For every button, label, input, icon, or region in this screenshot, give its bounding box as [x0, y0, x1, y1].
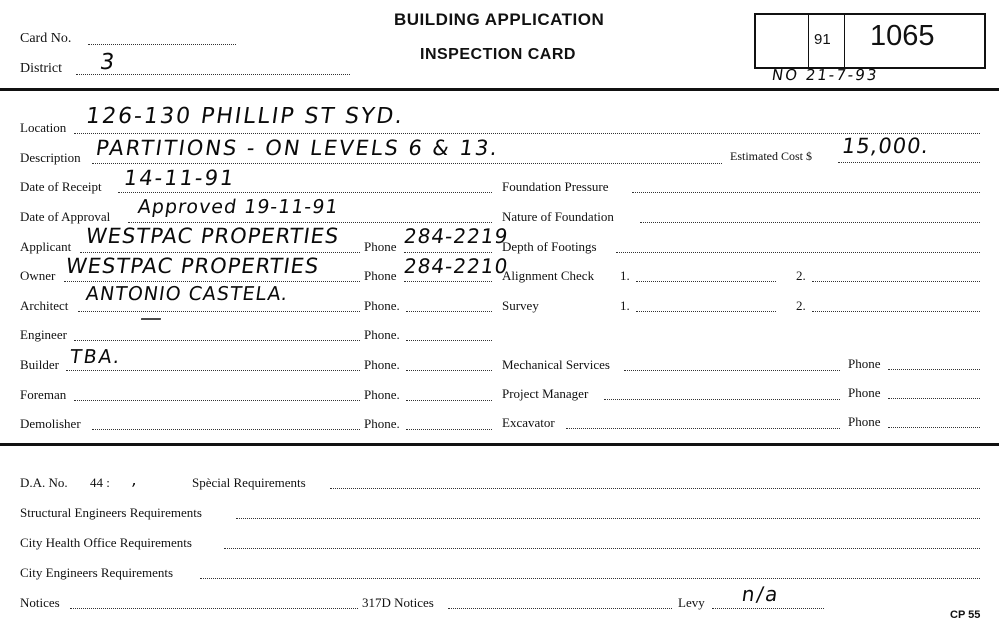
special-field[interactable]	[330, 488, 980, 489]
depth-footings-field[interactable]	[616, 252, 980, 253]
alignment-num-2: 2.	[796, 268, 806, 283]
box-number: 1065	[870, 20, 935, 52]
description-value: PARTITIONS - ON LEVELS 6 & 13.	[94, 136, 501, 160]
nature-foundation-label: Nature of Foundation	[502, 209, 614, 224]
survey-field-1[interactable]	[636, 311, 776, 312]
architect-phone-label: Phone.	[364, 298, 400, 313]
district-value: 3	[98, 50, 118, 75]
survey-num-2: 2.	[796, 298, 806, 313]
excavator-phone-label: Phone	[848, 414, 881, 429]
header-note: NO 21-7-93	[770, 66, 880, 84]
approval-value: Approved 19-11-91	[136, 196, 340, 218]
card-no-field[interactable]	[88, 44, 236, 45]
survey-field-2[interactable]	[812, 311, 980, 312]
survey-label: Survey	[502, 298, 539, 313]
receipt-label: Date of Receipt	[20, 179, 102, 194]
engineer-phone-label: Phone.	[364, 327, 400, 342]
builder-phone-label: Phone.	[364, 357, 400, 372]
special-label: Spècial Requirements	[192, 475, 306, 490]
foreman-label: Foreman	[20, 387, 67, 402]
title-line-2: INSPECTION CARD	[420, 46, 576, 63]
applicant-phone-label: Phone	[364, 239, 397, 254]
estimated-cost-value: 15,000.	[840, 134, 931, 158]
mechanical-phone-label: Phone	[848, 356, 881, 371]
foreman-phone-label: Phone.	[364, 387, 400, 402]
architect-phone-field[interactable]	[406, 311, 492, 312]
nature-foundation-field[interactable]	[640, 222, 980, 223]
engineer-phone-field[interactable]	[406, 340, 492, 341]
city-eng-field[interactable]	[200, 578, 980, 579]
health-field[interactable]	[224, 548, 980, 549]
approval-label: Date of Approval	[20, 209, 111, 224]
applicant-label: Applicant	[20, 239, 72, 254]
approval-field[interactable]	[128, 222, 492, 223]
title-line-1: BUILDING APPLICATION	[394, 10, 605, 29]
depth-footings-label: Depth of Footings	[502, 239, 597, 254]
engineer-value: —	[138, 306, 166, 331]
description-field[interactable]	[92, 163, 722, 164]
structural-label: Structural Engineers Requirements	[20, 505, 202, 520]
levy-value: n/a	[740, 582, 782, 606]
demolisher-field[interactable]	[92, 429, 360, 430]
box-prefix: 91	[814, 31, 831, 48]
district-label: District	[20, 61, 62, 76]
owner-value: WESTPAC PROPERTIES	[64, 254, 321, 278]
excavator-label: Excavator	[502, 415, 555, 430]
project-manager-phone-label: Phone	[848, 385, 881, 400]
estimated-cost-field[interactable]	[838, 162, 980, 163]
mechanical-field[interactable]	[624, 370, 840, 371]
builder-label: Builder	[20, 357, 59, 372]
card-number-box	[754, 13, 986, 69]
owner-phone-field[interactable]	[404, 281, 492, 282]
demolisher-phone-field[interactable]	[406, 429, 492, 430]
notices-label: Notices	[20, 595, 60, 610]
builder-phone-field[interactable]	[406, 370, 492, 371]
notices317-label: 317D Notices	[362, 595, 434, 610]
project-manager-label: Project Manager	[502, 386, 589, 401]
excavator-field[interactable]	[566, 428, 840, 429]
structural-field[interactable]	[236, 518, 980, 519]
alignment-field-2[interactable]	[812, 281, 980, 282]
district-field[interactable]	[76, 74, 350, 75]
location-value: 126-130 PHILLIP ST SYD.	[84, 104, 406, 129]
health-label: City Health Office Requirements	[20, 535, 192, 550]
foreman-field[interactable]	[74, 400, 360, 401]
project-manager-phone-field[interactable]	[888, 398, 980, 399]
levy-label: Levy	[678, 595, 705, 610]
owner-phone-value: 284-2210	[402, 254, 510, 278]
applicant-value: WESTPAC PROPERTIES	[84, 224, 341, 248]
receipt-field[interactable]	[118, 192, 492, 193]
architect-value: ANTONIO CASTELA.	[84, 283, 290, 305]
owner-phone-label: Phone	[364, 268, 397, 283]
foreman-phone-field[interactable]	[406, 400, 492, 401]
da-label: D.A. No.	[20, 475, 68, 490]
applicant-phone-field[interactable]	[404, 252, 492, 253]
da-mark: ,	[130, 470, 141, 489]
alignment-check-label: Alignment Check	[502, 268, 595, 283]
architect-label: Architect	[20, 298, 69, 313]
owner-field[interactable]	[64, 281, 360, 282]
mechanical-phone-field[interactable]	[888, 369, 980, 370]
excavator-phone-field[interactable]	[888, 427, 980, 428]
survey-num-1: 1.	[620, 298, 630, 313]
receipt-value: 14-11-91	[122, 166, 238, 190]
card-no-label: Card No.	[20, 31, 72, 46]
architect-field[interactable]	[78, 311, 360, 312]
owner-label: Owner	[20, 268, 56, 283]
city-eng-label: City Engineers Requirements	[20, 565, 174, 580]
form-code: CP 55	[950, 609, 981, 621]
foundation-pressure-label: Foundation Pressure	[502, 179, 609, 194]
mechanical-label: Mechanical Services	[502, 357, 610, 372]
notices317-field[interactable]	[448, 608, 672, 609]
header-divider	[0, 88, 999, 91]
notices-field[interactable]	[70, 608, 358, 609]
da-value: 44 :	[90, 475, 110, 490]
engineer-label: Engineer	[20, 327, 67, 342]
demolisher-label: Demolisher	[20, 416, 81, 431]
applicant-field[interactable]	[80, 252, 360, 253]
alignment-num-1: 1.	[620, 268, 630, 283]
levy-field[interactable]	[712, 608, 824, 609]
applicant-phone-value: 284-2219	[402, 224, 510, 248]
foundation-pressure-field[interactable]	[632, 192, 980, 193]
location-label: Location	[20, 120, 67, 135]
project-manager-field[interactable]	[604, 399, 840, 400]
middle-divider	[0, 443, 999, 446]
estimated-cost-label: Estimated Cost $	[730, 149, 812, 163]
builder-field[interactable]	[66, 370, 360, 371]
description-label: Description	[20, 150, 81, 165]
engineer-field[interactable]	[74, 340, 360, 341]
alignment-field-1[interactable]	[636, 281, 776, 282]
builder-value: TBA.	[68, 346, 123, 368]
demolisher-phone-label: Phone.	[364, 416, 400, 431]
